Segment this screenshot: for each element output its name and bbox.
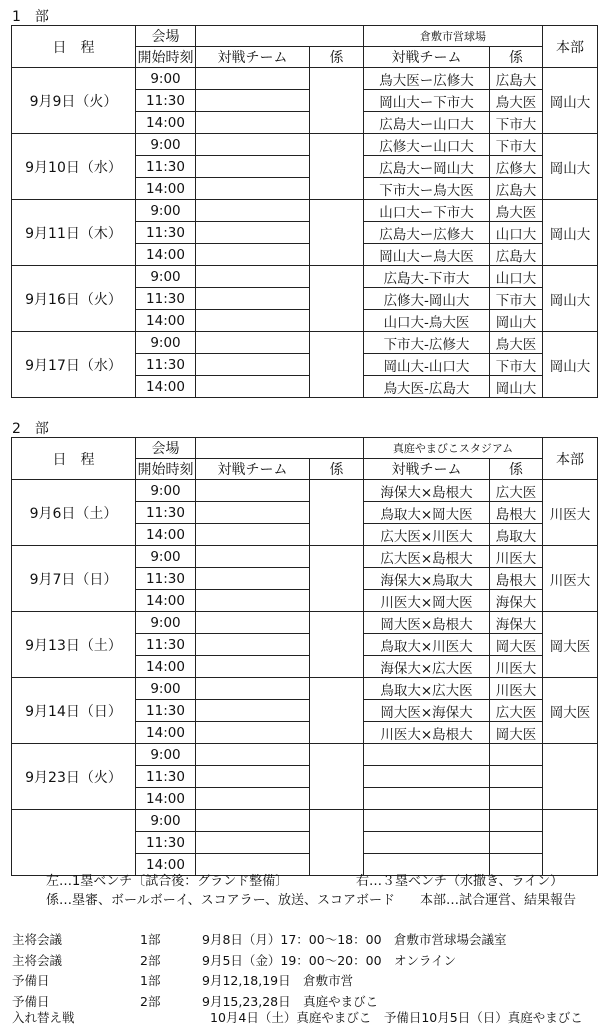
info-label: 予備日 [12,994,50,1009]
left-teams-cell [196,590,310,612]
staff-right-header: 係 [490,47,543,68]
hq-cell: 岡大医 [543,678,598,744]
legend-left-bench: 左…1塁ベンチ〔試合後：グランド整備〕 [46,874,289,889]
left-teams-cell [196,222,310,244]
div1-title: 1 部 [12,9,49,25]
left-teams-cell [196,134,310,156]
match-staff-cell: 下市大 [490,354,543,376]
match-staff-cell: 広島大 [490,178,543,200]
match-teams-cell: 岡大医×島根大 [364,612,490,634]
match-staff-cell: 岡山大 [490,310,543,332]
date-cell: 9月13日（土） [12,612,136,678]
match-teams-cell [364,744,490,766]
date-cell: 9月7日（日） [12,546,136,612]
match-teams-cell [364,810,490,832]
match-teams-cell: 鳥取大×川医大 [364,634,490,656]
hq-cell: 川医大 [543,480,598,546]
match-staff-cell: 島根大 [490,502,543,524]
match-teams-cell: 広島大ー広修大 [364,222,490,244]
start-time-header: 開始時刻 [136,47,196,68]
hq-cell: 岡山大 [543,134,598,200]
match-teams-cell [364,788,490,810]
time-cell: 14:00 [136,590,196,612]
left-teams-cell [196,156,310,178]
date-cell: 9月17日（水） [12,332,136,398]
left-teams-cell [196,310,310,332]
match-staff-cell: 広修大 [490,156,543,178]
time-cell: 14:00 [136,376,196,398]
staff-right-header: 係 [490,459,543,480]
left-teams-cell [196,200,310,222]
time-cell: 11:30 [136,222,196,244]
info-detail: 9月12,18,19日 倉敷市営 [202,973,354,988]
left-teams-cell [196,568,310,590]
div1-schedule-table [11,25,598,398]
time-cell: 9:00 [136,612,196,634]
time-cell: 11:30 [136,90,196,112]
info-div: 1部 [140,932,161,947]
match-staff-cell: 岡大医 [490,722,543,744]
table-row [12,200,598,222]
left-staff-cell [310,68,364,134]
time-cell: 11:30 [136,832,196,854]
match-staff-cell: 島根大 [490,568,543,590]
date-cell: 9月16日（火） [12,266,136,332]
match-staff-cell: 鳥取大 [490,524,543,546]
time-cell: 14:00 [136,854,196,876]
time-cell: 11:30 [136,288,196,310]
match-staff-cell: 下市大 [490,288,543,310]
hq-cell: 岡山大 [543,68,598,134]
table-row [12,266,598,288]
match-staff-cell: 広大医 [490,700,543,722]
match-staff-cell: 広大医 [490,480,543,502]
match-teams-cell: 広島大ー山口大 [364,112,490,134]
date-cell: 9月10日（水） [12,134,136,200]
div2-schedule-body [12,438,598,876]
time-cell: 11:30 [136,156,196,178]
match-staff-cell: 岡山大 [490,376,543,398]
time-cell: 9:00 [136,678,196,700]
hq-cell: 岡山大 [543,332,598,398]
hq-cell: 岡山大 [543,266,598,332]
hq-cell [543,744,598,810]
time-cell: 11:30 [136,634,196,656]
match-teams-cell: 岡大医×海保大 [364,700,490,722]
time-cell: 9:00 [136,266,196,288]
schedule-header: 日 程 [12,438,136,480]
info-div: 1部 [140,973,161,988]
match-teams-cell: 下市大-広修大 [364,332,490,354]
info-label: 主将会議 [12,932,63,947]
table-row [12,332,598,354]
left-staff-cell [310,332,364,398]
match-staff-cell: 広島大 [490,244,543,266]
left-staff-cell [310,546,364,612]
time-cell: 9:00 [136,134,196,156]
left-staff-cell [310,678,364,744]
match-teams-cell: 岡山大ー鳥大医 [364,244,490,266]
start-time-header: 開始時刻 [136,459,196,480]
time-cell: 9:00 [136,744,196,766]
date-cell: 9月9日（火） [12,68,136,134]
time-cell: 9:00 [136,480,196,502]
time-cell: 14:00 [136,244,196,266]
match-teams-cell: 海保大×鳥取大 [364,568,490,590]
match-staff-cell: 山口大 [490,222,543,244]
match-teams-cell: 鳥大医-広島大 [364,376,490,398]
table-row [12,546,598,568]
time-cell: 9:00 [136,332,196,354]
match-teams-cell: 山口大ー下市大 [364,200,490,222]
match-staff-cell [490,788,543,810]
match-teams-cell: 鳥取大×岡大医 [364,502,490,524]
left-teams-cell [196,376,310,398]
table-row [12,810,598,832]
venue-header: 会場 [136,26,196,47]
left-teams-cell [196,480,310,502]
time-cell: 14:00 [136,656,196,678]
left-staff-cell [310,810,364,876]
time-cell: 11:30 [136,766,196,788]
match-teams-cell: 岡山大-山口大 [364,354,490,376]
staff-header: 係 [310,459,364,480]
info-label: 主将会議 [12,953,63,968]
info-detail: 9月5日（金）19：00～20：00 オンライン [202,953,457,968]
match-teams-cell [364,832,490,854]
time-cell: 14:00 [136,524,196,546]
match-teams-cell: 広島大ー岡山大 [364,156,490,178]
left-staff-cell [310,480,364,546]
venue-left-blank [196,26,364,47]
left-staff-cell [310,200,364,266]
match-teams-cell: 広修大-岡山大 [364,288,490,310]
teams-header: 対戦チーム [196,459,310,480]
match-staff-cell: 鳥大医 [490,200,543,222]
teams-right-header: 対戦チーム [364,47,490,68]
hq-cell: 岡大医 [543,612,598,678]
div2-title: 2 部 [12,421,49,437]
hq-cell [543,810,598,876]
match-staff-cell: 海保大 [490,612,543,634]
left-staff-cell [310,266,364,332]
info-label: 入れ替え戦 [12,1010,75,1025]
match-teams-cell: 鳥大医ー広修大 [364,68,490,90]
match-staff-cell [490,832,543,854]
match-teams-cell: 海保大×広大医 [364,656,490,678]
info-detail: 9月8日（月）17：00～18：00 倉敷市営球場会議室 [202,932,507,947]
hq-header: 本部 [543,438,598,480]
match-teams-cell: 鳥取大×広大医 [364,678,490,700]
left-teams-cell [196,832,310,854]
staff-header: 係 [310,47,364,68]
left-teams-cell [196,288,310,310]
teams-header: 対戦チーム [196,47,310,68]
time-cell: 11:30 [136,502,196,524]
match-teams-cell: 岡山大ー下市大 [364,90,490,112]
left-teams-cell [196,68,310,90]
left-teams-cell [196,354,310,376]
div1-schedule-body [12,26,598,398]
match-staff-cell [490,766,543,788]
table-row [12,480,598,502]
venue-right-name: 真庭やまびこスタジアム [364,438,543,459]
left-teams-cell [196,612,310,634]
match-teams-cell: 海保大×島根大 [364,480,490,502]
left-teams-cell [196,524,310,546]
match-teams-cell: 川医大×島根大 [364,722,490,744]
match-staff-cell: 川医大 [490,546,543,568]
left-teams-cell [196,112,310,134]
legend-hq-note: 本部…試合運営、結果報告 [420,893,577,908]
time-cell: 9:00 [136,68,196,90]
teams-right-header: 対戦チーム [364,459,490,480]
legend-right-bench: 右…３塁ベンチ（水撒き、ライン） [356,874,564,889]
left-teams-cell [196,266,310,288]
time-cell: 11:30 [136,700,196,722]
time-cell: 11:30 [136,354,196,376]
left-teams-cell [196,810,310,832]
left-teams-cell [196,744,310,766]
info-detail: 9月15,23,28日 真庭やまびこ [202,994,379,1009]
legend-staff-note: 係…塁審、ボールボーイ、スコアラー、放送、スコアボード [46,893,396,908]
left-teams-cell [196,634,310,656]
left-teams-cell [196,546,310,568]
venue-left-blank [196,438,364,459]
date-cell [12,810,136,876]
table-row [12,744,598,766]
time-cell: 14:00 [136,310,196,332]
match-teams-cell: 下市大ー鳥大医 [364,178,490,200]
info-div: 2部 [140,994,161,1009]
left-teams-cell [196,766,310,788]
left-teams-cell [196,90,310,112]
left-teams-cell [196,244,310,266]
match-teams-cell: 広修大ー山口大 [364,134,490,156]
match-staff-cell [490,744,543,766]
left-teams-cell [196,178,310,200]
div2-schedule-table [11,437,598,876]
info-detail: 10月4日（土）真庭やまびこ 予備日10月5日（日）真庭やまびこ [210,1010,583,1025]
time-cell: 14:00 [136,178,196,200]
match-staff-cell: 鳥大医 [490,90,543,112]
match-staff-cell: 鳥大医 [490,332,543,354]
info-div: 2部 [140,953,161,968]
left-teams-cell [196,678,310,700]
hq-cell: 岡山大 [543,200,598,266]
time-cell: 9:00 [136,810,196,832]
match-teams-cell: 広島大-下市大 [364,266,490,288]
date-cell: 9月6日（土） [12,480,136,546]
match-teams-cell: 広大医×川医大 [364,524,490,546]
match-staff-cell [490,810,543,832]
match-staff-cell: 川医大 [490,678,543,700]
hq-header: 本部 [543,26,598,68]
match-teams-cell: 川医大×岡大医 [364,590,490,612]
venue-right-name: 倉敷市営球場 [364,26,543,47]
match-staff-cell: 下市大 [490,134,543,156]
match-staff-cell: 海保大 [490,590,543,612]
left-teams-cell [196,722,310,744]
table-row [12,678,598,700]
left-teams-cell [196,788,310,810]
left-staff-cell [310,134,364,200]
time-cell: 14:00 [136,788,196,810]
table-row [12,68,598,90]
venue-header: 会場 [136,438,196,459]
table-row [12,134,598,156]
match-staff-cell: 川医大 [490,656,543,678]
schedule-header: 日 程 [12,26,136,68]
time-cell: 9:00 [136,200,196,222]
match-staff-cell: 広島大 [490,68,543,90]
date-cell: 9月11日（木） [12,200,136,266]
left-teams-cell [196,700,310,722]
match-staff-cell: 下市大 [490,112,543,134]
time-cell: 9:00 [136,546,196,568]
table-row [12,612,598,634]
date-cell: 9月23日（火） [12,744,136,810]
time-cell: 14:00 [136,112,196,134]
match-teams-cell: 広大医×島根大 [364,546,490,568]
match-staff-cell: 岡大医 [490,634,543,656]
left-staff-cell [310,612,364,678]
match-teams-cell [364,766,490,788]
left-teams-cell [196,656,310,678]
time-cell: 11:30 [136,568,196,590]
time-cell: 14:00 [136,722,196,744]
info-label: 予備日 [12,973,50,988]
match-staff-cell: 山口大 [490,266,543,288]
hq-cell: 川医大 [543,546,598,612]
match-teams-cell: 山口大-鳥大医 [364,310,490,332]
left-teams-cell [196,502,310,524]
left-staff-cell [310,744,364,810]
left-teams-cell [196,332,310,354]
date-cell: 9月14日（日） [12,678,136,744]
